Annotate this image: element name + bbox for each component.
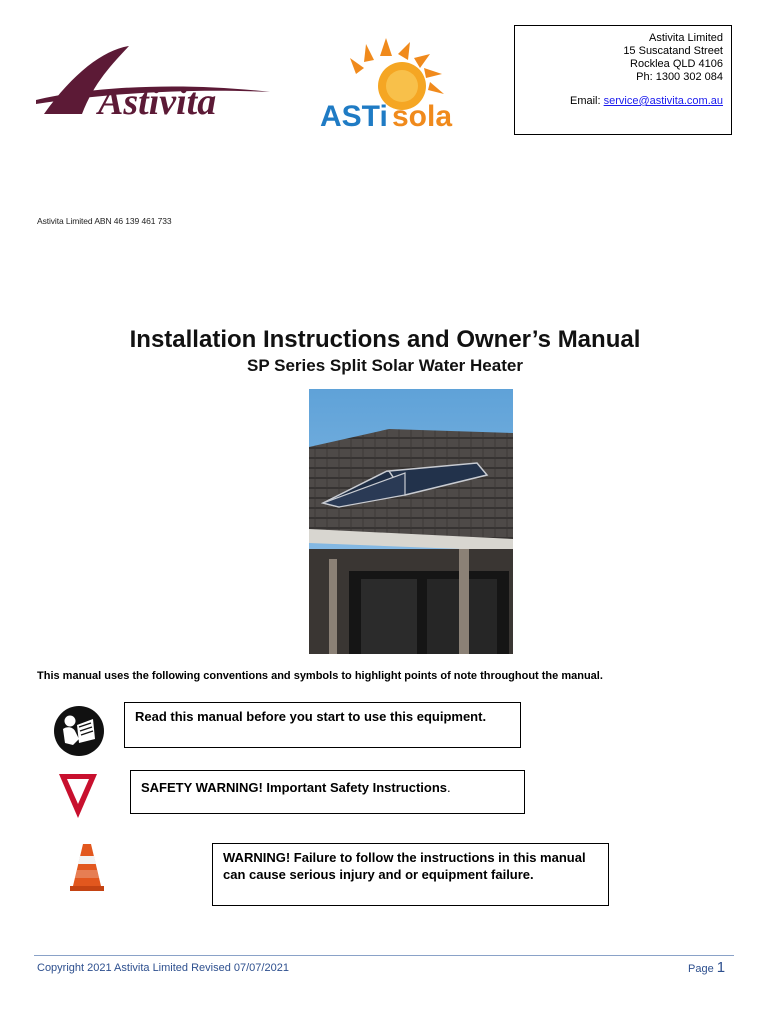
astivita-logo bbox=[34, 42, 274, 124]
injury-warning-note: WARNING! Failure to follow the instructions in this manual can cause serious injury and or equipment failure. bbox=[212, 843, 609, 906]
house-solar-photo bbox=[309, 389, 513, 654]
page-subtitle: SP Series Split Solar Water Heater bbox=[247, 356, 523, 375]
contact-box bbox=[514, 25, 732, 135]
contact-email-line bbox=[523, 95, 723, 108]
contact-street: 15 Suscatand Street bbox=[623, 45, 723, 57]
abn-text: Astivita Limited ABN 46 139 461 733 bbox=[37, 216, 172, 226]
safety-warning-text: SAFETY WARNING! Important Safety Instructions bbox=[141, 780, 448, 795]
read-manual-note: Read this manual before you start to use this equipment. bbox=[124, 702, 521, 748]
astisola-logo-text-b: sola bbox=[392, 100, 453, 132]
astisola-logo-text-a: ASTi bbox=[320, 100, 388, 132]
contact-suburb: Rocklea QLD 4106 bbox=[630, 58, 723, 70]
astisola-logo bbox=[316, 36, 464, 132]
page-title: Installation Instructions and Owner’s Manual bbox=[129, 326, 641, 353]
page-label: Page bbox=[688, 963, 717, 975]
read-manual-icon bbox=[53, 705, 105, 757]
yield-warning-icon bbox=[58, 770, 98, 822]
safety-warning-note bbox=[130, 770, 525, 814]
email-label: Email: bbox=[570, 95, 604, 107]
safety-warning-period: . bbox=[447, 780, 451, 795]
astivita-logo-text: Astivita bbox=[98, 81, 217, 123]
footer-page bbox=[688, 959, 725, 976]
contact-company: Astivita Limited bbox=[649, 32, 723, 44]
footer-divider bbox=[34, 955, 734, 956]
conventions-intro: This manual uses the following conventions and symbols to highlight points of note throughout the manual. bbox=[37, 670, 603, 682]
traffic-cone-icon bbox=[67, 842, 107, 894]
email-link[interactable]: service@astivita.com.au bbox=[603, 95, 723, 107]
contact-phone: Ph: 1300 302 084 bbox=[636, 71, 723, 83]
page-number: 1 bbox=[716, 959, 726, 976]
footer-copyright: Copyright 2021 Astivita Limited Revised 07/07/2021 bbox=[37, 962, 289, 974]
